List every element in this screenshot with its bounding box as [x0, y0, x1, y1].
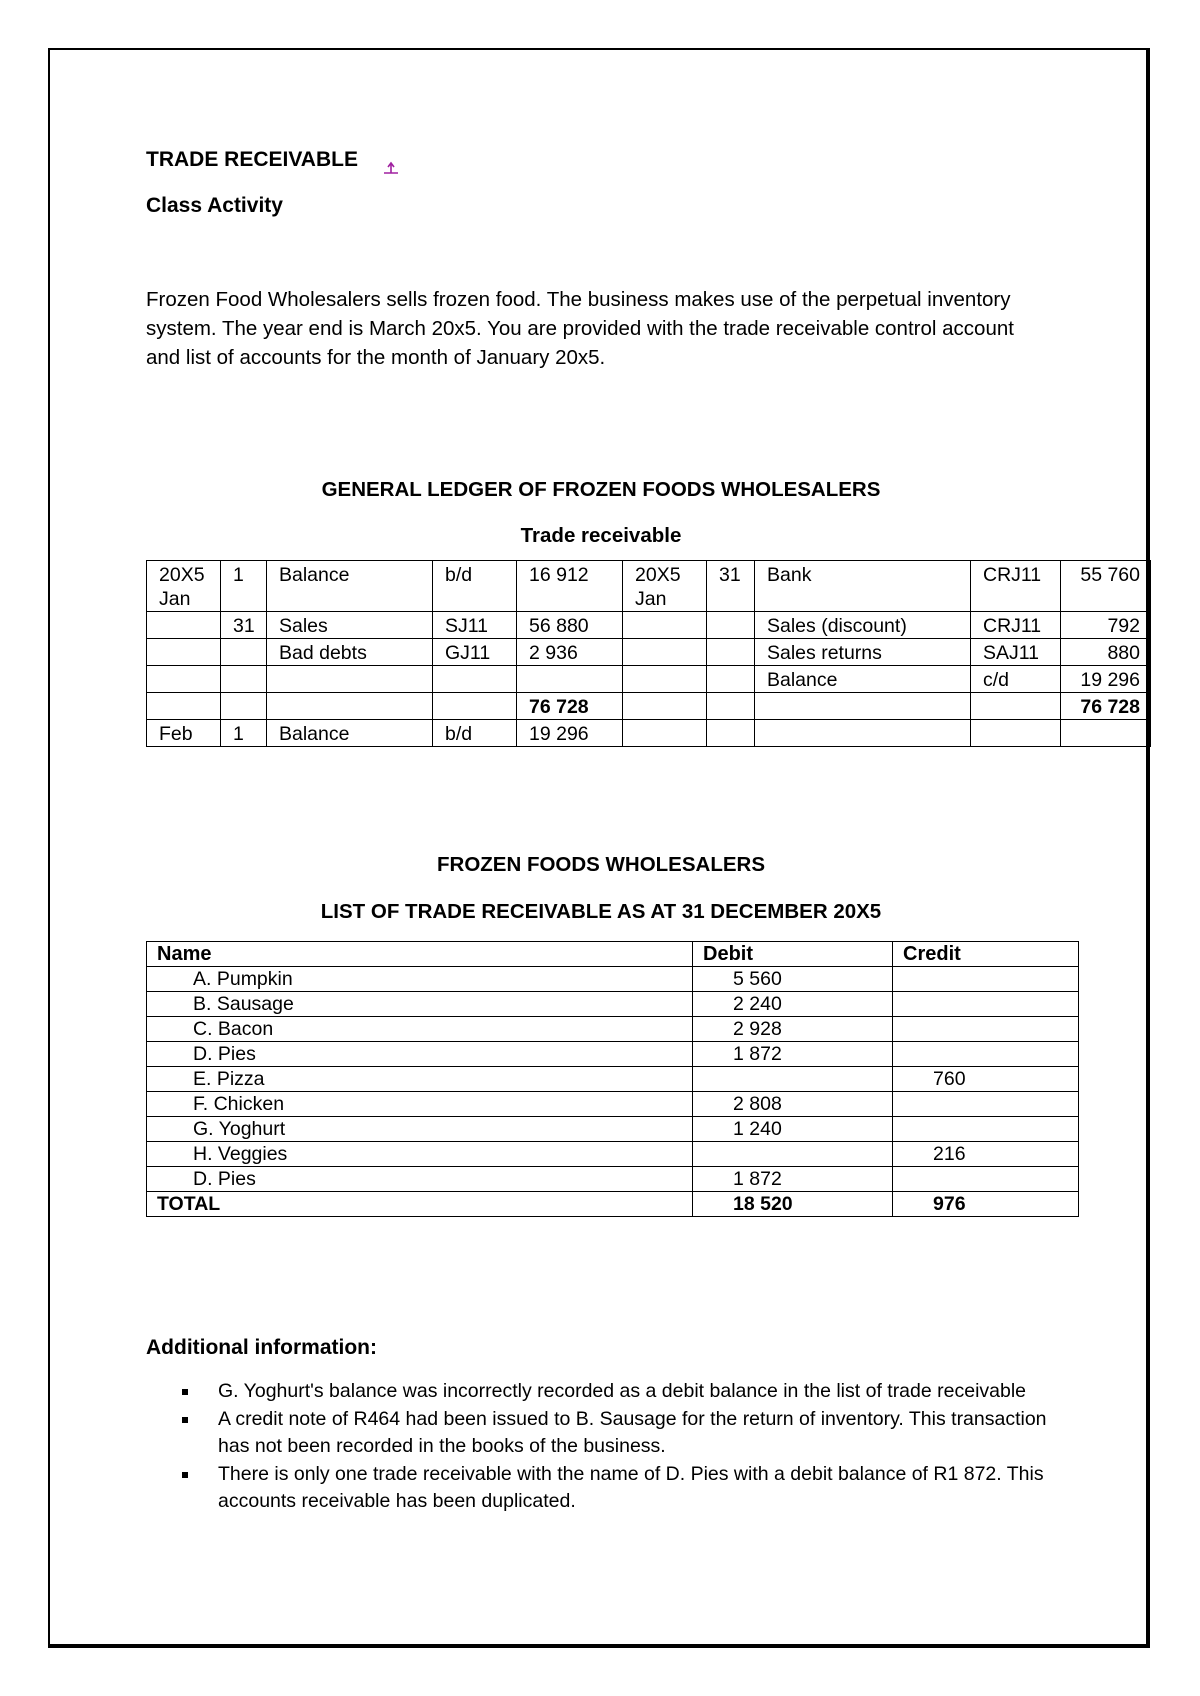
- ledger-cell: Feb: [147, 720, 221, 747]
- ledger-row: [147, 612, 1151, 639]
- ledger-cell: [623, 639, 707, 666]
- table-row: [147, 1042, 1079, 1067]
- ledger-cell: 1: [221, 720, 267, 747]
- ledger-row: [147, 561, 1151, 612]
- ledger-cell: 792: [1061, 612, 1151, 639]
- ledger-heading: GENERAL LEDGER OF FROZEN FOODS WHOLESALERS: [321, 478, 881, 501]
- additional-info-text: There is only one trade receivable with the name of D. Pies with a debit balance of R1 872. This accounts receivable has been duplicated.: [218, 1462, 1044, 1512]
- ledger-cell: 19 296: [517, 720, 623, 747]
- ledger-cell: 31: [707, 561, 755, 612]
- receivables-list-table: [146, 941, 1079, 1217]
- table-row: [147, 1167, 1079, 1192]
- receivable-name: B. Sausage: [147, 992, 693, 1017]
- table-row: [147, 1117, 1079, 1142]
- additional-info-text: G. Yoghurt's balance was incorrectly recorded as a debit balance in the list of trade receivable: [218, 1380, 1027, 1402]
- additional-info-list: [180, 1378, 1060, 1516]
- ledger-cell: [267, 666, 433, 693]
- receivable-debit: 5 560: [693, 967, 893, 992]
- receivable-credit: 216: [893, 1142, 1079, 1167]
- ledger-cell: 56 880: [517, 612, 623, 639]
- table-row: [147, 992, 1079, 1017]
- total-credit: 976: [893, 1192, 1079, 1217]
- ledger-cell: 76 728: [517, 693, 623, 720]
- table-row: [147, 1142, 1079, 1167]
- ledger-cell: Bank: [755, 561, 971, 612]
- bullet-icon: [182, 1389, 188, 1395]
- document-subtitle: Class Activity: [146, 194, 283, 217]
- ledger-cell: [623, 612, 707, 639]
- receivable-name: D. Pies: [147, 1167, 693, 1192]
- receivable-credit: [893, 1167, 1079, 1192]
- ledger-cell: [221, 693, 267, 720]
- ledger-cell: Balance: [267, 720, 433, 747]
- receivable-debit: 2 808: [693, 1092, 893, 1117]
- ledger-cell: 76 728: [1061, 693, 1151, 720]
- receivable-name: C. Bacon: [147, 1017, 693, 1042]
- receivable-debit: 2 240: [693, 992, 893, 1017]
- ledger-cell: c/d: [971, 666, 1061, 693]
- ledger-cell: 55 760: [1061, 561, 1151, 612]
- receivable-credit: 760: [893, 1067, 1079, 1092]
- list-item: [180, 1378, 1060, 1406]
- ledger-cell: [267, 693, 433, 720]
- receivable-debit: 2 928: [693, 1017, 893, 1042]
- ledger-cell: [707, 612, 755, 639]
- column-header-debit: Debit: [693, 942, 893, 967]
- receivable-name: G. Yoghurt: [147, 1117, 693, 1142]
- list-header-row: [147, 942, 1079, 967]
- receivable-debit: [693, 1142, 893, 1167]
- ledger-cell: [517, 666, 623, 693]
- receivable-name: H. Veggies: [147, 1142, 693, 1167]
- table-row: [147, 967, 1079, 992]
- ledger-cell: Balance: [755, 666, 971, 693]
- ledger-cell: [707, 720, 755, 747]
- ledger-cell: 880: [1061, 639, 1151, 666]
- ledger-cell: b/d: [433, 720, 517, 747]
- receivable-name: A. Pumpkin: [147, 967, 693, 992]
- ledger-cell: 19 296: [1061, 666, 1151, 693]
- ledger-cell: Sales (discount): [755, 612, 971, 639]
- ledger-cell: Balance: [267, 561, 433, 612]
- ledger-cell: SJ11: [433, 612, 517, 639]
- receivable-debit: 1 872: [693, 1042, 893, 1067]
- intro-paragraph: Frozen Food Wholesalers sells frozen food. The business makes use of the perpetual inventory system. The year end is March 20x5. You are provided with the trade receivable control account and list of accounts for the month of January 20x5.: [146, 288, 1014, 369]
- receivable-credit: [893, 1042, 1079, 1067]
- table-row: [147, 1017, 1079, 1042]
- receivable-name: F. Chicken: [147, 1092, 693, 1117]
- ledger-cell: [971, 693, 1061, 720]
- ledger-cell: Bad debts: [267, 639, 433, 666]
- list-heading-company: FROZEN FOODS WHOLESALERS: [437, 853, 765, 876]
- ledger-cell: 16 912: [517, 561, 623, 612]
- list-item: [180, 1406, 1060, 1461]
- ledger-cell: [147, 612, 221, 639]
- receivable-credit: [893, 967, 1079, 992]
- bullet-icon: [182, 1417, 188, 1423]
- ledger-cell: [971, 720, 1061, 747]
- document-title: TRADE RECEIVABLE: [146, 148, 358, 171]
- ledger-account-name: Trade receivable: [520, 524, 682, 547]
- receivable-debit: 1 240: [693, 1117, 893, 1142]
- receivable-credit: [893, 1092, 1079, 1117]
- ledger-cell: [221, 639, 267, 666]
- receivable-debit: [693, 1067, 893, 1092]
- ledger-cell: [221, 666, 267, 693]
- annotation-caret-icon: [383, 160, 399, 174]
- ledger-cell: [707, 693, 755, 720]
- ledger-cell: GJ11: [433, 639, 517, 666]
- ledger-cell: [755, 720, 971, 747]
- bullet-icon: [182, 1472, 188, 1478]
- receivable-credit: [893, 1017, 1079, 1042]
- column-header-credit: Credit: [893, 942, 1079, 967]
- ledger-cell: Sales: [267, 612, 433, 639]
- receivable-debit: 1 872: [693, 1167, 893, 1192]
- ledger-cell: [147, 666, 221, 693]
- ledger-cell: 2 936: [517, 639, 623, 666]
- ledger-cell: [707, 639, 755, 666]
- ledger-cell: [147, 693, 221, 720]
- ledger-cell: [707, 666, 755, 693]
- ledger-cell: [147, 639, 221, 666]
- ledger-cell: CRJ11: [971, 561, 1061, 612]
- table-row: [147, 1092, 1079, 1117]
- ledger-cell: [623, 693, 707, 720]
- receivable-name: D. Pies: [147, 1042, 693, 1067]
- receivable-credit: [893, 1117, 1079, 1142]
- ledger-cell: [755, 693, 971, 720]
- ledger-cell: 20X5 Jan: [623, 561, 707, 612]
- ledger-row: [147, 639, 1151, 666]
- receivable-name: E. Pizza: [147, 1067, 693, 1092]
- ledger-cell: [623, 720, 707, 747]
- ledger-cell: b/d: [433, 561, 517, 612]
- ledger-cell: [433, 666, 517, 693]
- table-row: [147, 1067, 1079, 1092]
- additional-info-heading: Additional information:: [146, 1336, 377, 1359]
- ledger-cell: 1: [221, 561, 267, 612]
- additional-info-text: A credit note of R464 had been issued to B. Sausage for the return of inventory. This transaction has not been recorded in the books of the business.: [218, 1407, 1047, 1457]
- ledger-cell: 31: [221, 612, 267, 639]
- receivable-credit: [893, 992, 1079, 1017]
- ledger-cell: CRJ11: [971, 612, 1061, 639]
- list-item: [180, 1461, 1060, 1516]
- ledger-cell: [433, 693, 517, 720]
- ledger-cell: 20X5 Jan: [147, 561, 221, 612]
- ledger-row: [147, 720, 1151, 747]
- total-row: [147, 1192, 1079, 1217]
- ledger-cell: [623, 666, 707, 693]
- ledger-cell: SAJ11: [971, 639, 1061, 666]
- column-header-name: Name: [147, 942, 693, 967]
- ledger-cell: [1061, 720, 1151, 747]
- total-debit: 18 520: [693, 1192, 893, 1217]
- ledger-table: [146, 560, 1151, 747]
- total-label: TOTAL: [147, 1192, 693, 1217]
- list-heading-title: LIST OF TRADE RECEIVABLE AS AT 31 DECEMBER 20X5: [320, 900, 882, 923]
- ledger-cell: Sales returns: [755, 639, 971, 666]
- ledger-row: [147, 693, 1151, 720]
- ledger-row: [147, 666, 1151, 693]
